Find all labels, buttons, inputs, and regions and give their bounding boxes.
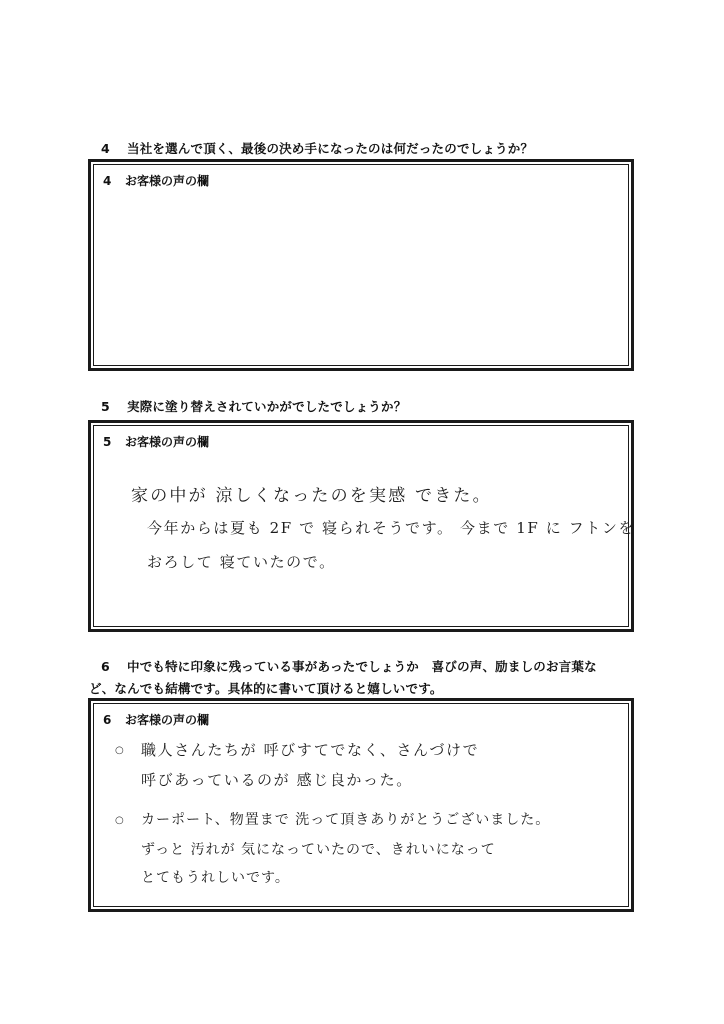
answer-box-4 <box>88 159 634 371</box>
answer-box-4-label <box>103 172 209 189</box>
bullet-icon: ○ <box>115 745 124 756</box>
handwritten-answer-6-line-2: 呼びあっているのが 感じ良かった。 <box>141 771 413 789</box>
question-5-text: 実際に塗り替えされていかがでしたでしょうか？ <box>127 399 407 414</box>
answer-box-6-label <box>103 711 209 728</box>
question-4-text: 当社を選んで頂く、最後の決め手になったのは何だったのでしょうか？ <box>127 141 534 156</box>
handwritten-answer-5-line-3: おろして 寝ていたので。 <box>147 553 336 571</box>
answer-box-5-label <box>103 433 209 450</box>
handwritten-answer-5-line-2: 今年からは夏も 2F で 寝られそうです。 今まで 1F に フトンを <box>147 519 636 537</box>
question-6-text-line-2: ど、なんでも結構です。具体的に書いて頂けると嬉しいです。 <box>89 681 443 696</box>
answer-box-5-number: 5 <box>103 435 112 449</box>
question-5-number: 5 <box>101 399 110 414</box>
handwritten-answer-6-line-4: ずっと 汚れが 気になっていたので、きれいになって <box>141 842 496 858</box>
handwritten-answer-6-line-3: カーポート、物置まで 洗って頂きありがとうございました。 <box>141 812 551 828</box>
question-6-number: 6 <box>101 659 110 674</box>
question-5 <box>101 396 661 418</box>
handwritten-answer-5-line-1: 家の中が 涼しくなったのを実感 できた。 <box>131 486 492 506</box>
handwritten-answer-6-line-1: 職人さんたちが 呼びすてでなく、さんづけで <box>141 741 480 759</box>
answer-box-5-title: お客様の声の欄 <box>125 435 210 449</box>
answer-box-6-number: 6 <box>103 713 112 727</box>
question-4 <box>101 138 661 160</box>
answer-box-6 <box>88 698 634 912</box>
answer-box-4-title: お客様の声の欄 <box>125 174 210 188</box>
question-6-text-line-1: 中でも特に印象に残っている事があったでしょうか 喜びの声、励ましのお言葉な <box>127 659 597 674</box>
bullet-icon: ○ <box>115 815 124 826</box>
answer-box-4-number: 4 <box>103 174 112 188</box>
answer-box-5 <box>88 420 634 632</box>
question-6 <box>89 656 661 700</box>
answer-box-6-title: お客様の声の欄 <box>125 713 210 727</box>
question-4-number: 4 <box>101 141 110 156</box>
handwritten-answer-6-line-5: とてもうれしいです。 <box>141 870 290 886</box>
